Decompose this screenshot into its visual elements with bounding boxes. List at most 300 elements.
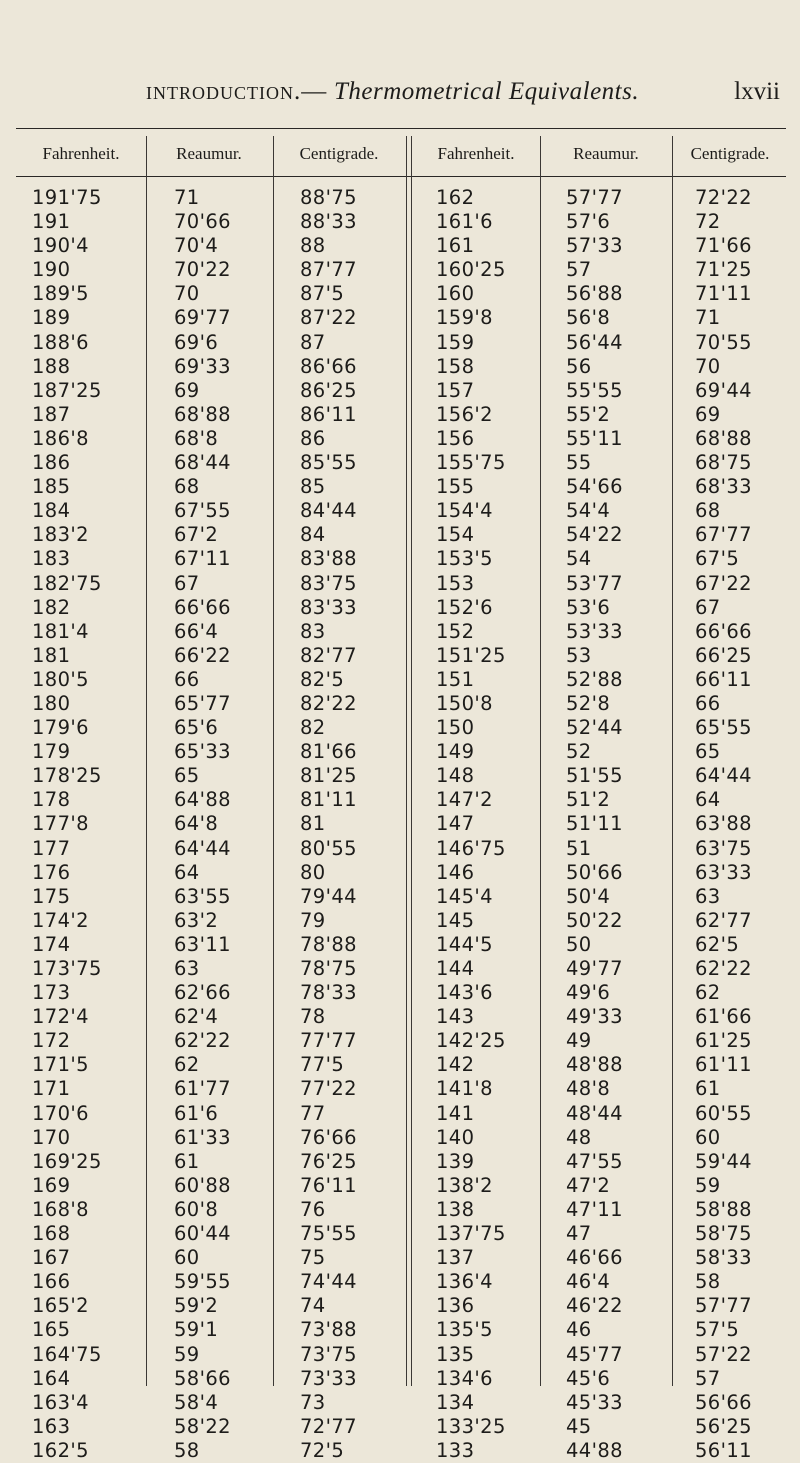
- table-cell: 58: [174, 1438, 200, 1462]
- table-cell: 54'4: [566, 499, 611, 523]
- column-header-fahrenheit-1: Fahrenheit.: [42, 144, 120, 163]
- table-cell: 66'25: [695, 643, 752, 667]
- table-cell: 177: [32, 836, 71, 860]
- table-cell: 83'88: [300, 547, 357, 571]
- table-cell: 87'5: [300, 282, 345, 306]
- fahrenheit-column-2: [436, 186, 506, 1463]
- table-cell: 45: [566, 1414, 592, 1438]
- table-cell: 48'88: [566, 1053, 623, 1077]
- table-cell: 63: [174, 957, 200, 980]
- table-cell: 164: [32, 1366, 71, 1390]
- table-cell: 152'6: [436, 595, 493, 619]
- table-cell: 88'33: [300, 210, 357, 234]
- table-cell: 151'25: [436, 643, 506, 667]
- table-cell: 65: [695, 740, 721, 764]
- table-cell: 137'75: [436, 1222, 506, 1246]
- table-cell: 70'22: [174, 258, 231, 282]
- table-cell: 172'4: [32, 1005, 89, 1029]
- table-cell: 145: [436, 908, 475, 932]
- centigrade-column-1: [300, 186, 357, 1463]
- table-cell: 170'6: [32, 1101, 89, 1125]
- table-cell: 87'77: [300, 258, 357, 282]
- column-divider: [411, 136, 412, 1386]
- top-rule: [16, 128, 786, 129]
- table-cell: 191: [32, 210, 71, 234]
- table-cell: 173: [32, 981, 71, 1005]
- table-cell: 168: [32, 1222, 71, 1246]
- table-cell: 159: [436, 330, 475, 354]
- table-cell: 58'4: [174, 1390, 219, 1414]
- table-cell: 165: [32, 1318, 71, 1342]
- column-header-reaumur-2: Reaumur.: [573, 144, 639, 163]
- table-cell: 65'77: [174, 691, 231, 715]
- table-cell: 178'25: [32, 764, 102, 788]
- table-cell: 85'55: [300, 451, 357, 475]
- table-cell: 82'77: [300, 643, 357, 667]
- table-cell: 187: [32, 402, 71, 426]
- table-cell: 162'5: [32, 1438, 89, 1462]
- table-cell: 165'2: [32, 1294, 89, 1318]
- table-cell: 156: [436, 426, 475, 450]
- table-cell: 51'2: [566, 788, 611, 812]
- table-cell: 53'77: [566, 571, 623, 595]
- table-cell: 189: [32, 306, 71, 330]
- table-cell: 49: [566, 1029, 592, 1053]
- table-cell: 70: [174, 282, 200, 306]
- table-cell: 68'88: [695, 426, 752, 450]
- table-cell: 190: [32, 258, 71, 282]
- table-cell: 147'2: [436, 788, 493, 812]
- table-cell: 146'75: [436, 836, 506, 860]
- table-cell: 69: [695, 402, 721, 426]
- table-cell: 189'5: [32, 282, 89, 306]
- table-cell: 64'44: [174, 836, 231, 860]
- table-cell: 77'77: [300, 1029, 357, 1053]
- table-cell: 170: [32, 1125, 71, 1149]
- table-cell: 78'75: [300, 957, 357, 980]
- table-cell: 63'55: [174, 884, 231, 908]
- table-cell: 140: [436, 1125, 475, 1149]
- table-cell: 53: [566, 643, 592, 667]
- table-cell: 86: [300, 426, 326, 450]
- reaumur-column-2: [566, 186, 623, 1463]
- table-cell: 183'2: [32, 523, 89, 547]
- table-cell: 150: [436, 716, 475, 740]
- table-cell: 68'88: [174, 402, 231, 426]
- table-cell: 135'5: [436, 1318, 493, 1342]
- table-cell: 52'88: [566, 667, 623, 691]
- table-cell: 86'11: [300, 402, 357, 426]
- table-cell: 59'2: [174, 1294, 219, 1318]
- table-cell: 74: [300, 1294, 326, 1318]
- table-cell: 80'55: [300, 836, 357, 860]
- table-cell: 63'2: [174, 908, 219, 932]
- table-cell: 60'44: [174, 1222, 231, 1246]
- table-cell: 163'4: [32, 1390, 89, 1414]
- table-cell: 68'75: [695, 451, 752, 475]
- table-cell: 65'33: [174, 740, 231, 764]
- table-cell: 61: [695, 1077, 721, 1101]
- reaumur-column-1: [174, 186, 231, 1463]
- table-cell: 69'77: [174, 306, 231, 330]
- table-cell: 86'25: [300, 378, 357, 402]
- table-cell: 180: [32, 691, 71, 715]
- page-header: [0, 78, 800, 114]
- table-cell: 83'33: [300, 595, 357, 619]
- table-cell: 63'75: [695, 836, 752, 860]
- table-cell: 160'25: [436, 258, 506, 282]
- table-cell: 164'75: [32, 1342, 102, 1366]
- table-cell: 73: [300, 1390, 326, 1414]
- table-cell: 73'75: [300, 1342, 357, 1366]
- table-cell: 45'77: [566, 1342, 623, 1366]
- table-cell: 51'55: [566, 764, 623, 788]
- table-cell: 76: [300, 1197, 326, 1221]
- table-cell: 61'25: [695, 1029, 752, 1053]
- table-cell: 65'6: [174, 716, 219, 740]
- table-cell: 55'2: [566, 402, 611, 426]
- table-cell: 72'5: [300, 1438, 345, 1462]
- table-cell: 155: [436, 475, 475, 499]
- table-cell: 48: [566, 1125, 592, 1149]
- table-cell: 148: [436, 764, 475, 788]
- table-cell: 56'66: [695, 1390, 752, 1414]
- column-header-centigrade-2: Centigrade.: [690, 144, 770, 163]
- table-cell: 190'4: [32, 234, 89, 258]
- table-cell: 141: [436, 1101, 475, 1125]
- table-cell: 155'75: [436, 451, 506, 475]
- table-cell: 139: [436, 1149, 475, 1173]
- table-cell: 56: [566, 354, 592, 378]
- table-cell: 62'77: [695, 908, 752, 932]
- table-cell: 62'22: [695, 957, 752, 980]
- table-cell: 77'22: [300, 1077, 357, 1101]
- table-cell: 52'8: [566, 691, 611, 715]
- table-cell: 154: [436, 523, 475, 547]
- table-cell: 152: [436, 619, 475, 643]
- table-cell: 62: [174, 1053, 200, 1077]
- table-cell: 168'8: [32, 1197, 89, 1221]
- table-cell: 157: [436, 378, 475, 402]
- table-cell: 61: [174, 1149, 200, 1173]
- table-cell: 70'55: [695, 330, 752, 354]
- table-cell: 56'11: [695, 1438, 752, 1462]
- table-cell: 71'66: [695, 234, 752, 258]
- page-number: lxvii: [734, 78, 780, 105]
- table-cell: 156'2: [436, 402, 493, 426]
- table-cell: 171: [32, 1077, 71, 1101]
- table-cell: 87: [300, 330, 326, 354]
- table-cell: 67'77: [695, 523, 752, 547]
- table-cell: 57: [695, 1366, 721, 1390]
- table-cell: 177'8: [32, 812, 89, 836]
- table-cell: 75'55: [300, 1222, 357, 1246]
- header-rule: [16, 176, 786, 177]
- table-cell: 57'77: [566, 186, 623, 209]
- table-cell: 57'22: [695, 1342, 752, 1366]
- table-cell: 81'25: [300, 764, 357, 788]
- table-cell: 67: [174, 571, 200, 595]
- table-cell: 173'75: [32, 957, 102, 980]
- column-header-fahrenheit-2: Fahrenheit.: [437, 144, 515, 163]
- table-cell: 58'22: [174, 1414, 231, 1438]
- table-cell: 47: [566, 1222, 592, 1246]
- table-cell: 169: [32, 1173, 71, 1197]
- table-cell: 86'66: [300, 354, 357, 378]
- table-cell: 159'8: [436, 306, 493, 330]
- table-cell: 68'33: [695, 475, 752, 499]
- table-cell: 52'44: [566, 716, 623, 740]
- table-cell: 70: [695, 354, 721, 378]
- table-cell: 142'25: [436, 1029, 506, 1053]
- table-cell: 50: [566, 932, 592, 956]
- table-cell: 66: [695, 691, 721, 715]
- table-cell: 66'66: [174, 595, 231, 619]
- table-cell: 146: [436, 860, 475, 884]
- table-cell: 56'44: [566, 330, 623, 354]
- table-cell: 142: [436, 1053, 475, 1077]
- title-italic: Thermometrical Equivalents.: [333, 78, 640, 105]
- table-cell: 60: [695, 1125, 721, 1149]
- table-cell: 63'33: [695, 860, 752, 884]
- table-cell: 67'2: [174, 523, 219, 547]
- table-cell: 153'5: [436, 547, 493, 571]
- running-title: [146, 78, 639, 106]
- table-cell: 49'33: [566, 1005, 623, 1029]
- table-cell: 84'44: [300, 499, 357, 523]
- table-cell: 181: [32, 643, 71, 667]
- table-cell: 78: [300, 1005, 326, 1029]
- table-cell: 149: [436, 740, 475, 764]
- table-cell: 143'6: [436, 981, 493, 1005]
- table-cell: 59'55: [174, 1270, 231, 1294]
- table-cell: 66'11: [695, 667, 752, 691]
- table-cell: 66'4: [174, 619, 219, 643]
- table-cell: 55'55: [566, 378, 623, 402]
- table-cell: 59: [695, 1173, 721, 1197]
- table-cell: 58'66: [174, 1366, 231, 1390]
- table-cell: 147: [436, 812, 475, 836]
- table-cell: 64'8: [174, 812, 219, 836]
- table-cell: 163: [32, 1414, 71, 1438]
- table-cell: 66'22: [174, 643, 231, 667]
- table-cell: 47'55: [566, 1149, 623, 1173]
- table-cell: 138'2: [436, 1173, 493, 1197]
- table-cell: 183: [32, 547, 71, 571]
- table-cell: 64: [695, 788, 721, 812]
- table-cell: 83'75: [300, 571, 357, 595]
- table-cell: 187'25: [32, 378, 102, 402]
- table-cell: 188: [32, 354, 71, 378]
- table-cell: 71: [174, 186, 200, 209]
- table-cell: 75: [300, 1246, 326, 1270]
- table-cell: 46'66: [566, 1246, 623, 1270]
- fahrenheit-column-1: [32, 186, 102, 1463]
- table-cell: 73'88: [300, 1318, 357, 1342]
- table-cell: 143: [436, 1005, 475, 1029]
- table-cell: 162: [436, 186, 475, 209]
- table-cell: 81: [300, 812, 326, 836]
- table-cell: 67'5: [695, 547, 740, 571]
- table-cell: 58: [695, 1270, 721, 1294]
- table-cell: 62'4: [174, 1005, 219, 1029]
- table-cell: 175: [32, 884, 71, 908]
- table-cell: 134'6: [436, 1366, 493, 1390]
- table-cell: 76'66: [300, 1125, 357, 1149]
- column-divider: [540, 136, 541, 1386]
- table-cell: 79: [300, 908, 326, 932]
- column-divider: [672, 136, 673, 1386]
- table-cell: 178: [32, 788, 71, 812]
- table-cell: 68'44: [174, 451, 231, 475]
- table-cell: 62'66: [174, 981, 231, 1005]
- table-cell: 76'25: [300, 1149, 357, 1173]
- table-cell: 55: [566, 451, 592, 475]
- table-cell: 144: [436, 957, 475, 980]
- table-cell: 62'5: [695, 932, 740, 956]
- table-cell: 54: [566, 547, 592, 571]
- table-cell: 63: [695, 884, 721, 908]
- table-cell: 154'4: [436, 499, 493, 523]
- table-cell: 46'22: [566, 1294, 623, 1318]
- table-cell: 161'6: [436, 210, 493, 234]
- table-cell: 49'77: [566, 957, 623, 980]
- table-cell: 77: [300, 1101, 326, 1125]
- table-cell: 58'75: [695, 1222, 752, 1246]
- table-cell: 57'77: [695, 1294, 752, 1318]
- table-cell: 54'22: [566, 523, 623, 547]
- table-cell: 60'88: [174, 1173, 231, 1197]
- table-cell: 61'66: [695, 1005, 752, 1029]
- table-cell: 68: [174, 475, 200, 499]
- table-cell: 65'55: [695, 716, 752, 740]
- table-cell: 137: [436, 1246, 475, 1270]
- table-cell: 59'1: [174, 1318, 219, 1342]
- table-cell: 72'77: [300, 1414, 357, 1438]
- table-cell: 69'44: [695, 378, 752, 402]
- table-cell: 174: [32, 932, 71, 956]
- table-cell: 153: [436, 571, 475, 595]
- table-cell: 47'11: [566, 1197, 623, 1221]
- table-cell: 63'88: [695, 812, 752, 836]
- table-cell: 185: [32, 475, 71, 499]
- table-cell: 78'88: [300, 932, 357, 956]
- table-cell: 160: [436, 282, 475, 306]
- table-cell: 69: [174, 378, 200, 402]
- table-cell: 71'11: [695, 282, 752, 306]
- table-cell: 180'5: [32, 667, 89, 691]
- table-cell: 78'33: [300, 981, 357, 1005]
- table-cell: 64: [174, 860, 200, 884]
- table-cell: 50'4: [566, 884, 611, 908]
- table-cell: 179: [32, 740, 71, 764]
- table-cell: 51'11: [566, 812, 623, 836]
- table-cell: 161: [436, 234, 475, 258]
- table-cell: 66'66: [695, 619, 752, 643]
- table-cell: 81'11: [300, 788, 357, 812]
- table-cell: 57'6: [566, 210, 611, 234]
- table-cell: 176: [32, 860, 71, 884]
- table-cell: 80: [300, 860, 326, 884]
- table-cell: 65: [174, 764, 200, 788]
- table-cell: 55'11: [566, 426, 623, 450]
- column-divider: [406, 136, 407, 1386]
- table-cell: 57'5: [695, 1318, 740, 1342]
- table-cell: 85: [300, 475, 326, 499]
- table-cell: 50'22: [566, 908, 623, 932]
- table-cell: 77'5: [300, 1053, 345, 1077]
- table-cell: 70'66: [174, 210, 231, 234]
- table-cell: 48'8: [566, 1077, 611, 1101]
- table-cell: 84: [300, 523, 326, 547]
- table-cell: 62: [695, 981, 721, 1005]
- table-cell: 58'88: [695, 1197, 752, 1221]
- table-cell: 68: [695, 499, 721, 523]
- table-cell: 186: [32, 451, 71, 475]
- table-cell: 69'33: [174, 354, 231, 378]
- table-cell: 49'6: [566, 981, 611, 1005]
- table-cell: 68'8: [174, 426, 219, 450]
- table-cell: 186'8: [32, 426, 89, 450]
- table-cell: 88: [300, 234, 326, 258]
- table-cell: 135: [436, 1342, 475, 1366]
- centigrade-column-2: [695, 186, 752, 1463]
- table-cell: 72'22: [695, 186, 752, 209]
- table-cell: 64'88: [174, 788, 231, 812]
- table-cell: 158: [436, 354, 475, 378]
- table-cell: 44'88: [566, 1438, 623, 1462]
- table-cell: 61'11: [695, 1053, 752, 1077]
- table-cell: 136'4: [436, 1270, 493, 1294]
- table-cell: 82: [300, 716, 326, 740]
- table-cell: 46'4: [566, 1270, 611, 1294]
- table-cell: 46: [566, 1318, 592, 1342]
- table-cell: 169'25: [32, 1149, 102, 1173]
- table-cell: 62'22: [174, 1029, 231, 1053]
- table-cell: 67'22: [695, 571, 752, 595]
- table-cell: 184: [32, 499, 71, 523]
- table-cell: 53'6: [566, 595, 611, 619]
- table-cell: 59: [174, 1342, 200, 1366]
- table-cell: 54'66: [566, 475, 623, 499]
- table-cell: 53'33: [566, 619, 623, 643]
- table-cell: 56'88: [566, 282, 623, 306]
- table-cell: 141'8: [436, 1077, 493, 1101]
- table-cell: 74'44: [300, 1270, 357, 1294]
- table-cell: 67'11: [174, 547, 231, 571]
- table-cell: 61'33: [174, 1125, 231, 1149]
- table-cell: 172: [32, 1029, 71, 1053]
- table-cell: 167: [32, 1246, 71, 1270]
- table-cell: 58'33: [695, 1246, 752, 1270]
- table-cell: 150'8: [436, 691, 493, 715]
- table-cell: 133'25: [436, 1414, 506, 1438]
- table-cell: 60'8: [174, 1197, 219, 1221]
- table-cell: 71: [695, 306, 721, 330]
- table-cell: 67'55: [174, 499, 231, 523]
- table-cell: 171'5: [32, 1053, 89, 1077]
- table-cell: 182: [32, 595, 71, 619]
- table-cell: 82'5: [300, 667, 345, 691]
- table-cell: 69'6: [174, 330, 219, 354]
- table-cell: 70'4: [174, 234, 219, 258]
- table-cell: 52: [566, 740, 592, 764]
- table-cell: 76'11: [300, 1173, 357, 1197]
- table-cell: 82'22: [300, 691, 357, 715]
- table-cell: 66: [174, 667, 200, 691]
- table-cell: 181'4: [32, 619, 89, 643]
- table-cell: 51: [566, 836, 592, 860]
